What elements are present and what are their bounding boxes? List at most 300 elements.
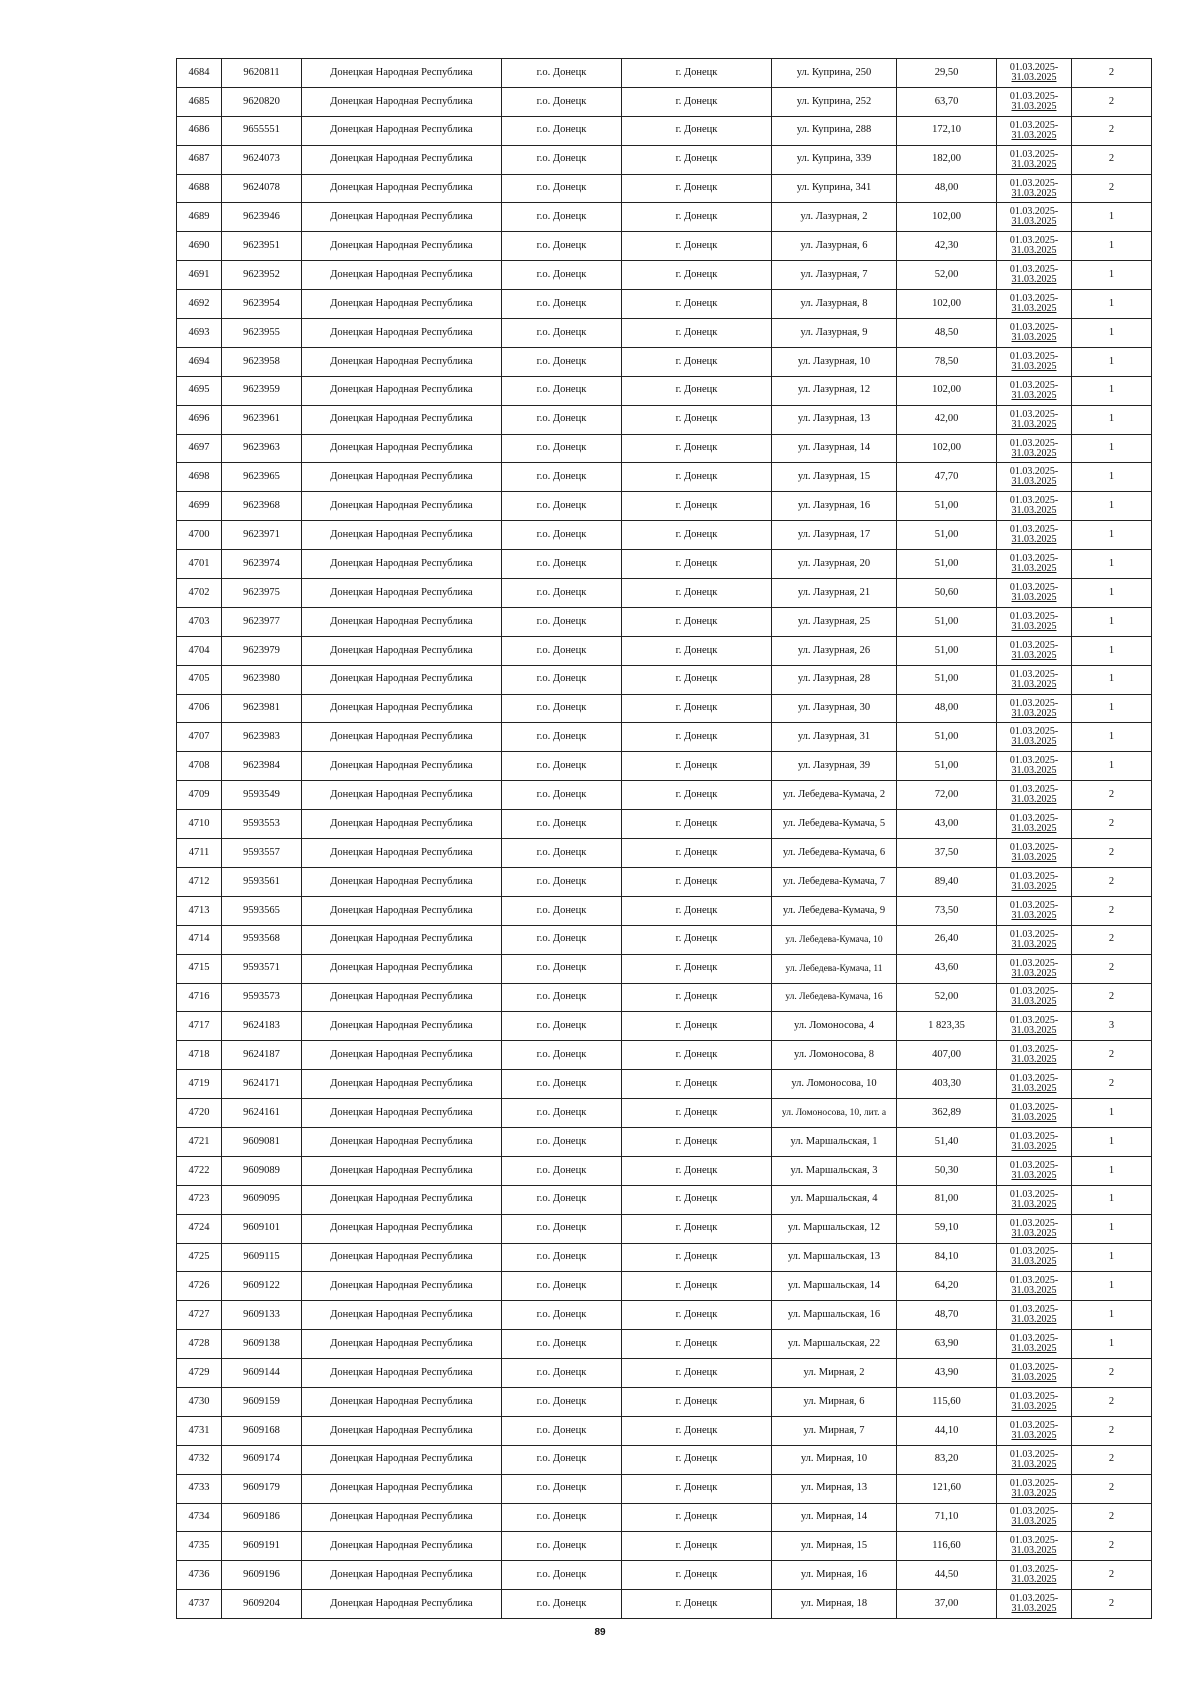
period-end: 31.03.2025 [1011, 1545, 1057, 1557]
area-cell: 37,00 [897, 1590, 997, 1619]
table-row [177, 1272, 1152, 1301]
period-cell [997, 405, 1072, 434]
row-number-cell: 4688 [177, 174, 222, 203]
municipality-cell: г.о. Донецк [502, 1012, 622, 1041]
city-cell: г. Донецк [622, 1416, 772, 1445]
city-cell: г. Донецк [622, 463, 772, 492]
address-cell: ул. Ломоносова, 4 [772, 1012, 897, 1041]
category-cell: 2 [1072, 954, 1152, 983]
area-cell: 51,00 [897, 521, 997, 550]
category-cell: 3 [1072, 1012, 1152, 1041]
city-cell: г. Донецк [622, 636, 772, 665]
area-cell: 63,70 [897, 87, 997, 116]
table-row [177, 1503, 1152, 1532]
row-number-cell: 4701 [177, 550, 222, 579]
object-id-cell: 9609115 [222, 1243, 302, 1272]
category-cell: 1 [1072, 1243, 1152, 1272]
address-cell: ул. Лазурная, 17 [772, 521, 897, 550]
area-cell: 115,60 [897, 1387, 997, 1416]
object-id-cell: 9609186 [222, 1503, 302, 1532]
region-cell: Донецкая Народная Республика [302, 1127, 502, 1156]
address-cell: ул. Куприна, 288 [772, 116, 897, 145]
category-cell: 2 [1072, 116, 1152, 145]
row-number-cell: 4685 [177, 87, 222, 116]
area-cell: 64,20 [897, 1272, 997, 1301]
address-cell: ул. Куприна, 252 [772, 87, 897, 116]
city-cell: г. Донецк [622, 867, 772, 896]
table-row [177, 983, 1152, 1012]
row-number-cell: 4715 [177, 954, 222, 983]
address-cell: ул. Лазурная, 12 [772, 376, 897, 405]
period-start: 01.03.2025- [1009, 350, 1059, 362]
address-cell: ул. Лазурная, 25 [772, 607, 897, 636]
region-cell: Донецкая Народная Республика [302, 1330, 502, 1359]
object-id-cell: 9593557 [222, 839, 302, 868]
object-id-cell: 9623959 [222, 376, 302, 405]
period-start: 01.03.2025- [1009, 784, 1059, 796]
region-cell: Донецкая Народная Республика [302, 1012, 502, 1041]
address-cell: ул. Лазурная, 21 [772, 579, 897, 608]
city-cell: г. Донецк [622, 1590, 772, 1619]
row-number-cell: 4705 [177, 665, 222, 694]
period-cell [997, 319, 1072, 348]
category-cell: 1 [1072, 607, 1152, 636]
period-start: 01.03.2025- [1009, 408, 1059, 420]
period-cell [997, 1474, 1072, 1503]
object-id-cell: 9609089 [222, 1156, 302, 1185]
period-end: 31.03.2025 [1011, 245, 1057, 257]
period-start: 01.03.2025- [1009, 668, 1059, 680]
row-number-cell: 4696 [177, 405, 222, 434]
city-cell: г. Донецк [622, 1185, 772, 1214]
table-row [177, 867, 1152, 896]
period-cell [997, 983, 1072, 1012]
region-cell: Донецкая Народная Республика [302, 1503, 502, 1532]
category-cell: 2 [1072, 925, 1152, 954]
table-row [177, 925, 1152, 954]
region-cell: Донецкая Народная Республика [302, 463, 502, 492]
area-cell: 51,00 [897, 492, 997, 521]
region-cell: Донецкая Народная Республика [302, 665, 502, 694]
table-row [177, 203, 1152, 232]
row-number-cell: 4711 [177, 839, 222, 868]
row-number-cell: 4712 [177, 867, 222, 896]
object-id-cell: 9593553 [222, 810, 302, 839]
period-start: 01.03.2025- [1009, 235, 1059, 247]
period-end: 31.03.2025 [1011, 649, 1057, 661]
period-start: 01.03.2025- [1009, 321, 1059, 333]
object-id-cell: 9624078 [222, 174, 302, 203]
table-row [177, 1532, 1152, 1561]
city-cell: г. Донецк [622, 1503, 772, 1532]
address-cell: ул. Лебедева-Кумача, 5 [772, 810, 897, 839]
period-start: 01.03.2025- [1009, 1217, 1059, 1229]
table-row [177, 579, 1152, 608]
object-id-cell: 9620811 [222, 59, 302, 88]
table-row [177, 1243, 1152, 1272]
period-start: 01.03.2025- [1009, 1044, 1059, 1056]
row-number-cell: 4733 [177, 1474, 222, 1503]
city-cell: г. Донецк [622, 752, 772, 781]
address-cell: ул. Лебедева-Кумача, 10 [772, 925, 897, 954]
municipality-cell: г.о. Донецк [502, 521, 622, 550]
address-cell: ул. Лазурная, 2 [772, 203, 897, 232]
period-cell [997, 579, 1072, 608]
area-cell: 48,00 [897, 174, 997, 203]
category-cell: 2 [1072, 87, 1152, 116]
municipality-cell: г.о. Донецк [502, 607, 622, 636]
object-id-cell: 9623974 [222, 550, 302, 579]
period-cell [997, 1243, 1072, 1272]
row-number-cell: 4735 [177, 1532, 222, 1561]
row-number-cell: 4697 [177, 434, 222, 463]
period-end: 31.03.2025 [1011, 1227, 1057, 1239]
city-cell: г. Донецк [622, 781, 772, 810]
table-row [177, 1474, 1152, 1503]
table-row [177, 1416, 1152, 1445]
row-number-cell: 4716 [177, 983, 222, 1012]
table-row [177, 954, 1152, 983]
city-cell: г. Донецк [622, 896, 772, 925]
category-cell: 2 [1072, 145, 1152, 174]
period-end: 31.03.2025 [1011, 1256, 1057, 1268]
table-row [177, 59, 1152, 88]
category-cell: 1 [1072, 752, 1152, 781]
period-start: 01.03.2025- [1009, 1102, 1059, 1113]
region-cell: Донецкая Народная Республика [302, 347, 502, 376]
category-cell: 2 [1072, 1387, 1152, 1416]
object-id-cell: 9609133 [222, 1301, 302, 1330]
table-row [177, 492, 1152, 521]
period-end: 31.03.2025 [1011, 1169, 1057, 1181]
period-end: 31.03.2025 [1011, 447, 1057, 459]
city-cell: г. Донецк [622, 492, 772, 521]
period-end: 31.03.2025 [1011, 389, 1057, 401]
area-cell: 44,50 [897, 1561, 997, 1590]
period-end: 31.03.2025 [1011, 129, 1057, 141]
municipality-cell: г.о. Донецк [502, 925, 622, 954]
municipality-cell: г.о. Донецк [502, 867, 622, 896]
municipality-cell: г.о. Донецк [502, 232, 622, 261]
area-cell: 51,00 [897, 550, 997, 579]
row-number-cell: 4721 [177, 1127, 222, 1156]
period-cell [997, 1041, 1072, 1070]
area-cell: 102,00 [897, 434, 997, 463]
period-cell [997, 203, 1072, 232]
municipality-cell: г.о. Донецк [502, 376, 622, 405]
period-cell [997, 1070, 1072, 1099]
period-end: 31.03.2025 [1011, 1140, 1057, 1152]
category-cell: 2 [1072, 1532, 1152, 1561]
table-row [177, 550, 1152, 579]
municipality-cell: г.о. Донецк [502, 116, 622, 145]
table-row [177, 434, 1152, 463]
period-start: 01.03.2025- [1009, 206, 1059, 218]
row-number-cell: 4713 [177, 896, 222, 925]
category-cell: 2 [1072, 1503, 1152, 1532]
period-cell [997, 1156, 1072, 1185]
period-start: 01.03.2025- [1009, 726, 1059, 738]
period-end: 31.03.2025 [1011, 823, 1057, 835]
municipality-cell: г.о. Донецк [502, 579, 622, 608]
object-id-cell: 9623971 [222, 521, 302, 550]
municipality-cell: г.о. Донецк [502, 896, 622, 925]
city-cell: г. Донецк [622, 1214, 772, 1243]
row-number-cell: 4714 [177, 925, 222, 954]
page-number: 89 [594, 1627, 606, 1638]
address-cell: ул. Лебедева-Кумача, 9 [772, 896, 897, 925]
row-number-cell: 4709 [177, 781, 222, 810]
area-cell: 50,60 [897, 579, 997, 608]
table-row [177, 521, 1152, 550]
area-cell: 73,50 [897, 896, 997, 925]
city-cell: г. Донецк [622, 550, 772, 579]
region-cell: Донецкая Народная Республика [302, 492, 502, 521]
municipality-cell: г.о. Донецк [502, 752, 622, 781]
object-id-cell: 9623975 [222, 579, 302, 608]
table-row [177, 607, 1152, 636]
row-number-cell: 4717 [177, 1012, 222, 1041]
object-id-cell: 9623952 [222, 261, 302, 290]
area-cell: 59,10 [897, 1214, 997, 1243]
period-cell [997, 1214, 1072, 1243]
period-start: 01.03.2025- [1009, 1390, 1059, 1402]
category-cell: 2 [1072, 896, 1152, 925]
municipality-cell: г.о. Донецк [502, 1041, 622, 1070]
table-row [177, 174, 1152, 203]
table-row [177, 1127, 1152, 1156]
region-cell: Донецкая Народная Республика [302, 867, 502, 896]
period-cell [997, 347, 1072, 376]
category-cell: 1 [1072, 1330, 1152, 1359]
area-cell: 403,30 [897, 1070, 997, 1099]
period-end: 31.03.2025 [1011, 505, 1057, 517]
municipality-cell: г.о. Донецк [502, 1243, 622, 1272]
region-cell: Донецкая Народная Республика [302, 1416, 502, 1445]
region-cell: Донецкая Народная Республика [302, 1590, 502, 1619]
city-cell: г. Донецк [622, 145, 772, 174]
table-row [177, 694, 1152, 723]
city-cell: г. Донецк [622, 723, 772, 752]
period-cell [997, 867, 1072, 896]
city-cell: г. Донецк [622, 376, 772, 405]
area-cell: 48,70 [897, 1301, 997, 1330]
period-cell [997, 954, 1072, 983]
address-cell: ул. Лазурная, 39 [772, 752, 897, 781]
address-cell: ул. Лазурная, 8 [772, 290, 897, 319]
period-start: 01.03.2025- [1009, 1362, 1059, 1374]
period-cell [997, 723, 1072, 752]
table-row [177, 319, 1152, 348]
period-start: 01.03.2025- [1009, 437, 1059, 449]
period-cell [997, 1099, 1072, 1128]
period-end: 31.03.2025 [1011, 1112, 1057, 1123]
address-cell: ул. Лазурная, 13 [772, 405, 897, 434]
area-cell: 43,00 [897, 810, 997, 839]
address-cell: ул. Лазурная, 20 [772, 550, 897, 579]
area-cell: 72,00 [897, 781, 997, 810]
area-cell: 48,50 [897, 319, 997, 348]
period-end: 31.03.2025 [1011, 1343, 1057, 1355]
period-end: 31.03.2025 [1011, 591, 1057, 603]
period-cell [997, 1127, 1072, 1156]
region-cell: Донецкая Народная Республика [302, 579, 502, 608]
category-cell: 2 [1072, 59, 1152, 88]
category-cell: 1 [1072, 579, 1152, 608]
row-number-cell: 4728 [177, 1330, 222, 1359]
category-cell: 1 [1072, 723, 1152, 752]
address-cell: ул. Лебедева-Кумача, 11 [772, 954, 897, 983]
row-number-cell: 4700 [177, 521, 222, 550]
area-cell: 44,10 [897, 1416, 997, 1445]
object-id-cell: 9609179 [222, 1474, 302, 1503]
object-id-cell: 9620820 [222, 87, 302, 116]
municipality-cell: г.о. Донецк [502, 1099, 622, 1128]
address-cell: ул. Лазурная, 6 [772, 232, 897, 261]
municipality-cell: г.о. Донецк [502, 1070, 622, 1099]
period-cell [997, 1272, 1072, 1301]
period-end: 31.03.2025 [1011, 851, 1057, 863]
object-id-cell: 9623946 [222, 203, 302, 232]
area-cell: 52,00 [897, 983, 997, 1012]
period-start: 01.03.2025- [1009, 639, 1059, 651]
category-cell: 2 [1072, 1445, 1152, 1474]
address-cell: ул. Маршальская, 14 [772, 1272, 897, 1301]
city-cell: г. Донецк [622, 810, 772, 839]
period-start: 01.03.2025- [1009, 928, 1059, 940]
table-row [177, 1359, 1152, 1388]
table-row [177, 405, 1152, 434]
city-cell: г. Донецк [622, 319, 772, 348]
period-cell [997, 1590, 1072, 1619]
category-cell: 1 [1072, 1099, 1152, 1128]
address-cell: ул. Маршальская, 16 [772, 1301, 897, 1330]
city-cell: г. Донецк [622, 174, 772, 203]
region-cell: Донецкая Народная Республика [302, 1099, 502, 1128]
area-cell: 51,00 [897, 607, 997, 636]
period-cell [997, 550, 1072, 579]
city-cell: г. Донецк [622, 232, 772, 261]
table-row [177, 896, 1152, 925]
object-id-cell: 9623965 [222, 463, 302, 492]
municipality-cell: г.о. Донецк [502, 1359, 622, 1388]
category-cell: 2 [1072, 983, 1152, 1012]
period-start: 01.03.2025- [1009, 177, 1059, 189]
city-cell: г. Донецк [622, 579, 772, 608]
address-cell: ул. Ломоносова, 10 [772, 1070, 897, 1099]
category-cell: 1 [1072, 1127, 1152, 1156]
address-cell: ул. Лазурная, 15 [772, 463, 897, 492]
city-cell: г. Донецк [622, 1156, 772, 1185]
region-cell: Донецкая Народная Республика [302, 1214, 502, 1243]
category-cell: 1 [1072, 290, 1152, 319]
region-cell: Донецкая Народная Республика [302, 694, 502, 723]
row-number-cell: 4727 [177, 1301, 222, 1330]
period-start: 01.03.2025- [1009, 755, 1059, 767]
address-cell: ул. Маршальская, 3 [772, 1156, 897, 1185]
municipality-cell: г.о. Донецк [502, 983, 622, 1012]
region-cell: Донецкая Народная Республика [302, 405, 502, 434]
municipality-cell: г.о. Донецк [502, 463, 622, 492]
period-end: 31.03.2025 [1011, 274, 1057, 286]
period-start: 01.03.2025- [1009, 1130, 1059, 1142]
row-number-cell: 4699 [177, 492, 222, 521]
address-cell: ул. Мирная, 18 [772, 1590, 897, 1619]
period-cell [997, 1301, 1072, 1330]
address-cell: ул. Мирная, 2 [772, 1359, 897, 1388]
period-cell [997, 694, 1072, 723]
period-start: 01.03.2025- [1009, 610, 1059, 622]
area-cell: 1 823,35 [897, 1012, 997, 1041]
object-id-cell: 9609196 [222, 1561, 302, 1590]
region-cell: Донецкая Народная Республика [302, 116, 502, 145]
region-cell: Донецкая Народная Республика [302, 1243, 502, 1272]
municipality-cell: г.о. Донецк [502, 1416, 622, 1445]
period-cell [997, 1532, 1072, 1561]
period-end: 31.03.2025 [1011, 216, 1057, 228]
table-row [177, 1330, 1152, 1359]
object-id-cell: 9609081 [222, 1127, 302, 1156]
area-cell: 63,90 [897, 1330, 997, 1359]
region-cell: Донецкая Народная Республика [302, 1532, 502, 1561]
object-id-cell: 9623968 [222, 492, 302, 521]
object-id-cell: 9593561 [222, 867, 302, 896]
row-number-cell: 4687 [177, 145, 222, 174]
region-cell: Донецкая Народная Республика [302, 434, 502, 463]
address-cell: ул. Лазурная, 9 [772, 319, 897, 348]
object-id-cell: 9624161 [222, 1099, 302, 1128]
row-number-cell: 4695 [177, 376, 222, 405]
period-cell [997, 781, 1072, 810]
period-end: 31.03.2025 [1011, 1429, 1057, 1441]
region-cell: Донецкая Народная Республика [302, 87, 502, 116]
area-cell: 78,50 [897, 347, 997, 376]
category-cell: 2 [1072, 1590, 1152, 1619]
city-cell: г. Донецк [622, 1359, 772, 1388]
period-start: 01.03.2025- [1009, 379, 1059, 391]
table-row [177, 1590, 1152, 1619]
period-end: 31.03.2025 [1011, 303, 1057, 315]
row-number-cell: 4722 [177, 1156, 222, 1185]
city-cell: г. Донецк [622, 1099, 772, 1128]
municipality-cell: г.о. Донецк [502, 203, 622, 232]
region-cell: Донецкая Народная Республика [302, 810, 502, 839]
address-cell: ул. Лазурная, 16 [772, 492, 897, 521]
region-cell: Донецкая Народная Республика [302, 1359, 502, 1388]
category-cell: 2 [1072, 839, 1152, 868]
area-cell: 172,10 [897, 116, 997, 145]
category-cell: 2 [1072, 1359, 1152, 1388]
category-cell: 1 [1072, 1185, 1152, 1214]
address-cell: ул. Мирная, 7 [772, 1416, 897, 1445]
area-cell: 102,00 [897, 203, 997, 232]
period-start: 01.03.2025- [1009, 697, 1059, 709]
city-cell: г. Донецк [622, 203, 772, 232]
period-end: 31.03.2025 [1011, 563, 1057, 575]
region-cell: Донецкая Народная Республика [302, 925, 502, 954]
object-id-cell: 9593549 [222, 781, 302, 810]
region-cell: Донецкая Народная Республика [302, 232, 502, 261]
row-number-cell: 4689 [177, 203, 222, 232]
city-cell: г. Донецк [622, 116, 772, 145]
city-cell: г. Донецк [622, 1127, 772, 1156]
period-start: 01.03.2025- [1009, 1477, 1059, 1489]
region-cell: Донецкая Народная Республика [302, 723, 502, 752]
row-number-cell: 4723 [177, 1185, 222, 1214]
row-number-cell: 4708 [177, 752, 222, 781]
address-cell: ул. Маршальская, 13 [772, 1243, 897, 1272]
area-cell: 51,00 [897, 752, 997, 781]
